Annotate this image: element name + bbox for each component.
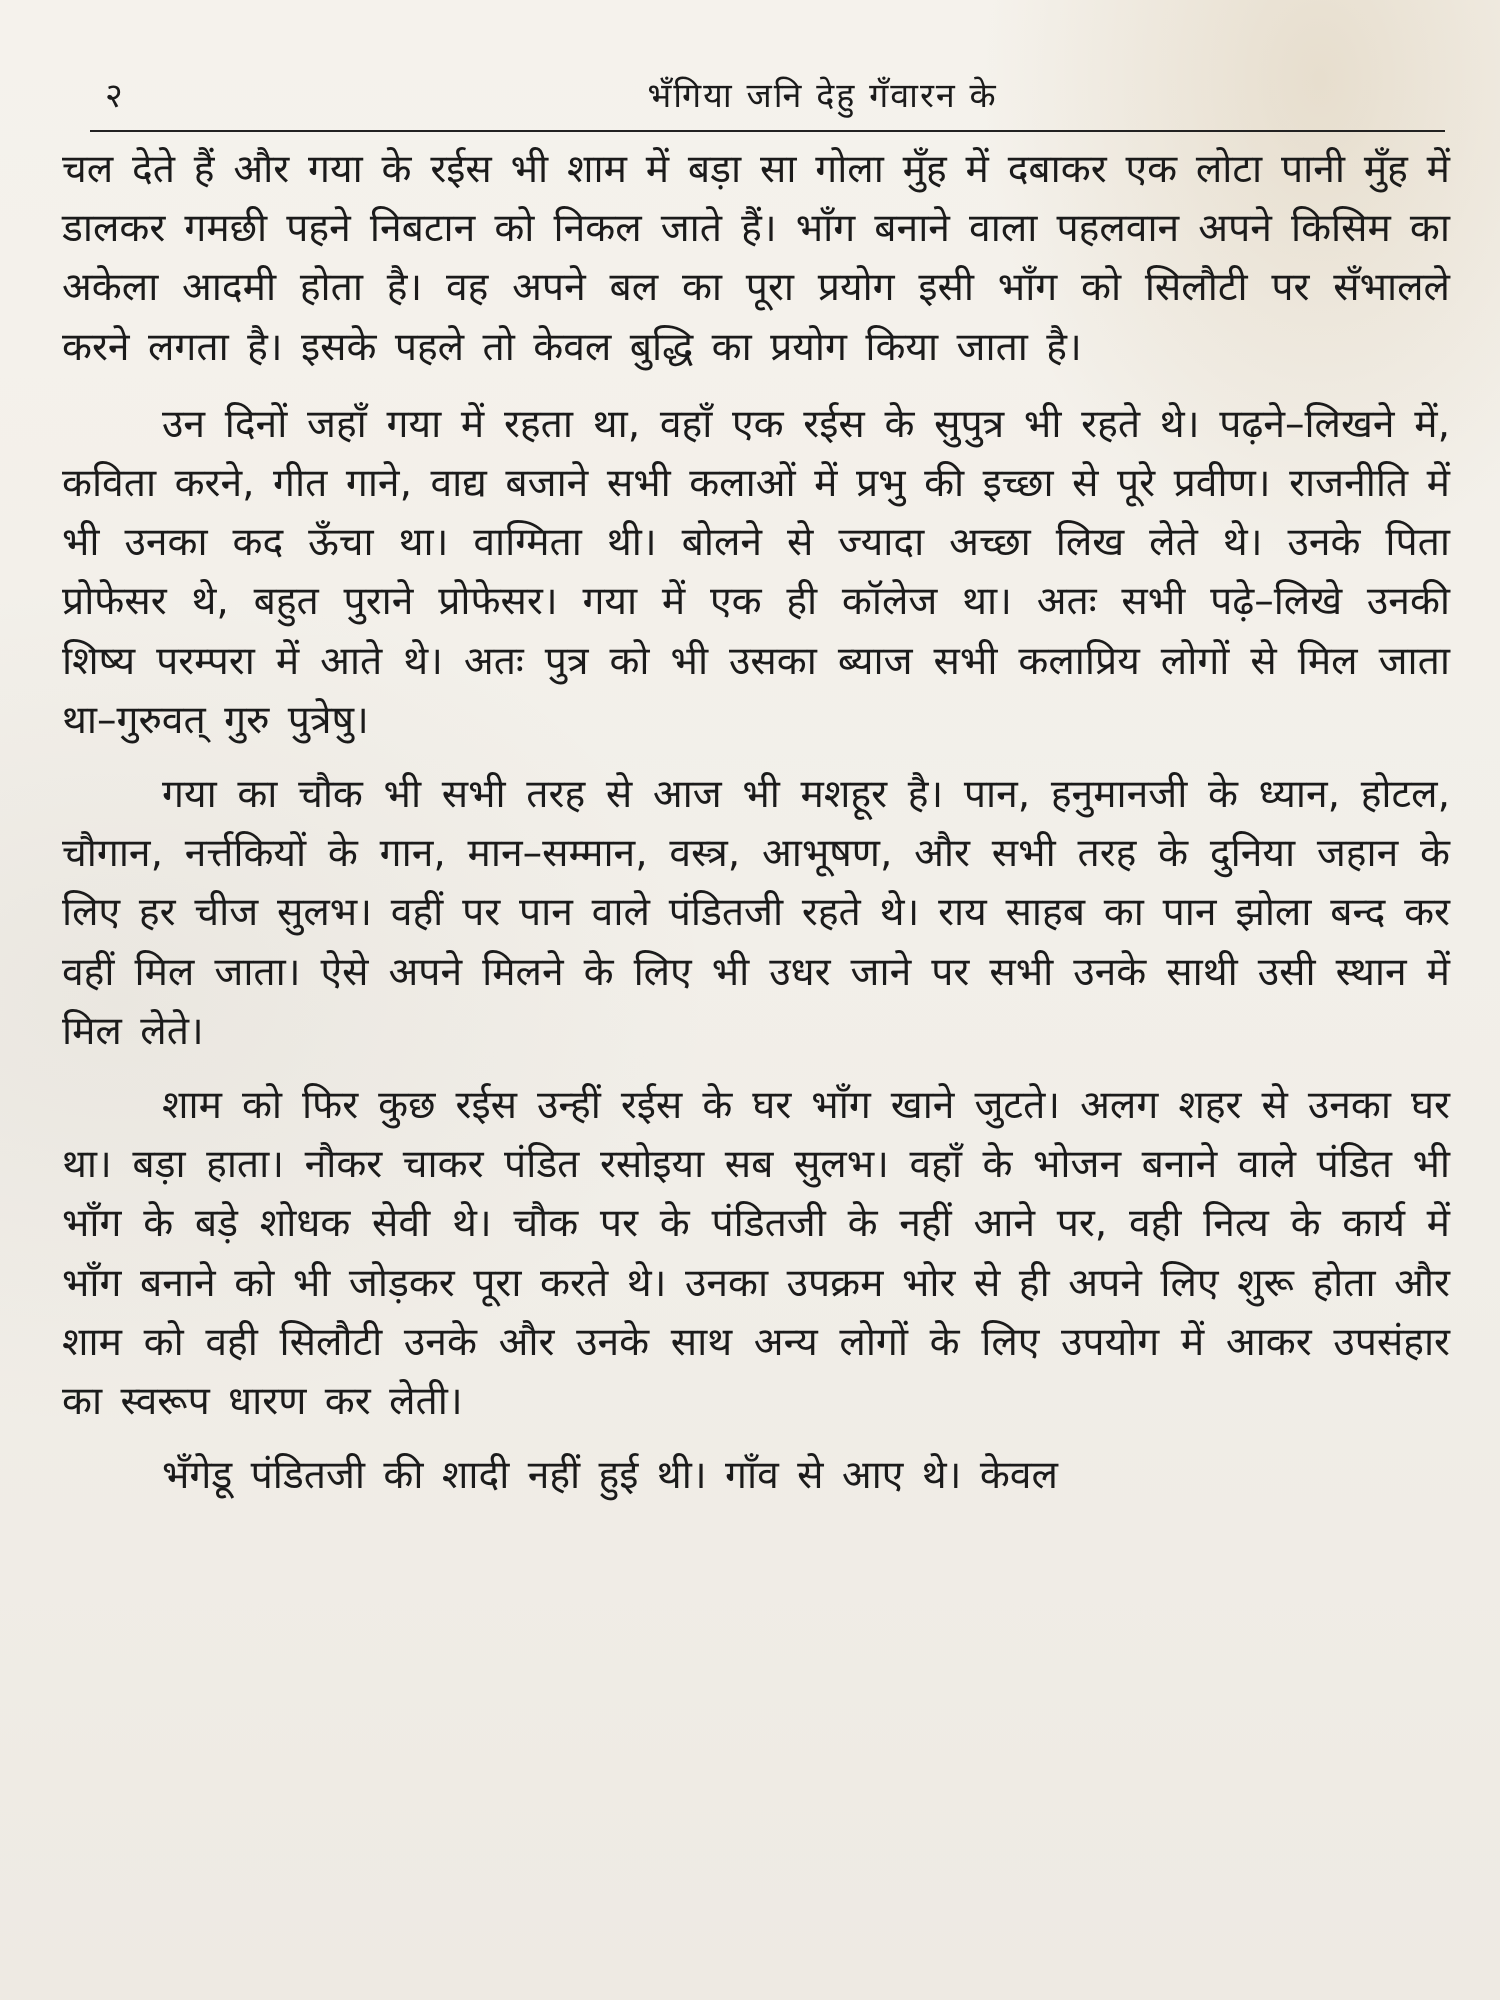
paragraph-2: उन दिनों जहाँ गया में रहता था, वहाँ एक रईस के सुपुत्र भी रहते थे। पढ़ने–लिखने में, कविता करने, गीत गाने, वाद्य बजाने सभी कलाओं में प्रभु की इच्छा से पूरे प्रवीण। राजनीति में भी उनका कद ऊँचा था। वाग्मिता थी। बोलने से ज्यादा अच्छा लिख लेते थे। उनके पिता प्रोफेसर थे, बहुत पुराने प्रोफेसर। गया में एक ही कॉलेज था। अतः सभी पढ़े–लिखे उनकी शिष्य परम्परा में आते थे। अतः पुत्र को भी उसका ब्याज सभी कलाप्रिय लोगों से मिल जाता था–गुरुवत् गुरु पुत्रेषु। [62,401,1450,743]
body-text [62,140,1450,1520]
running-title: भँगिया जनि देहु गँवारन के [647,76,998,116]
page-number: २ [105,76,123,116]
page-header [90,72,1445,132]
paragraph-4: शाम को फिर कुछ रईस उन्हीं रईस के घर भाँग खाने जुटते। अलग शहर से उनका घर था। बड़ा हाता। नौकर चाकर पंडित रसोइया सब सुलभ। वहाँ के भोजन बनाने वाले पंडित भी भाँग के बड़े शोधक सेवी थे। चौक पर के पंडितजी के नहीं आने पर, वही नित्य के कार्य में भाँग बनाने को भी जोड़कर पूरा करते थे। उनका उपक्रम भोर से ही अपने लिए शुरू होता और शाम को वही सिलौटी उनके और उनके साथ अन्य लोगों के लिए उपयोग में आकर उपसंहार का स्वरूप धारण कर लेती। [62,1083,1450,1425]
paragraph-3: गया का चौक भी सभी तरह से आज भी मशहूर है। पान, हनुमानजी के ध्यान, होटल, चौगान, नर्त्तकियों के गान, मान–सम्मान, वस्त्र, आभूषण, और सभी तरह के दुनिया जहान के लिए हर चीज सुलभ। वहीं पर पान वाले पंडितजी रहते थे। राय साहब का पान झोला बन्द कर वहीं मिल जाता। ऐसे अपने मिलने के लिए भी उधर जाने पर सभी उनके साथी उसी स्थान में मिल लेते। [62,772,1450,1054]
paragraph-1: चल देते हैं और गया के रईस भी शाम में बड़ा सा गोला मुँह में दबाकर एक लोटा पानी मुँह में डालकर गमछी पहने निबटान को निकल जाते हैं। भाँग बनाने वाला पहलवान अपने किसिम का अकेला आदमी होता है। वह अपने बल का पूरा प्रयोग इसी भाँग को सिलौटी पर सँभालले करने लगता है। इसके पहले तो केवल बुद्धि का प्रयोग किया जाता है। [62,147,1450,370]
paragraph-5: भँगेडू पंडितजी की शादी नहीं हुई थी। गाँव से आए थे। केवल [162,1453,1058,1499]
